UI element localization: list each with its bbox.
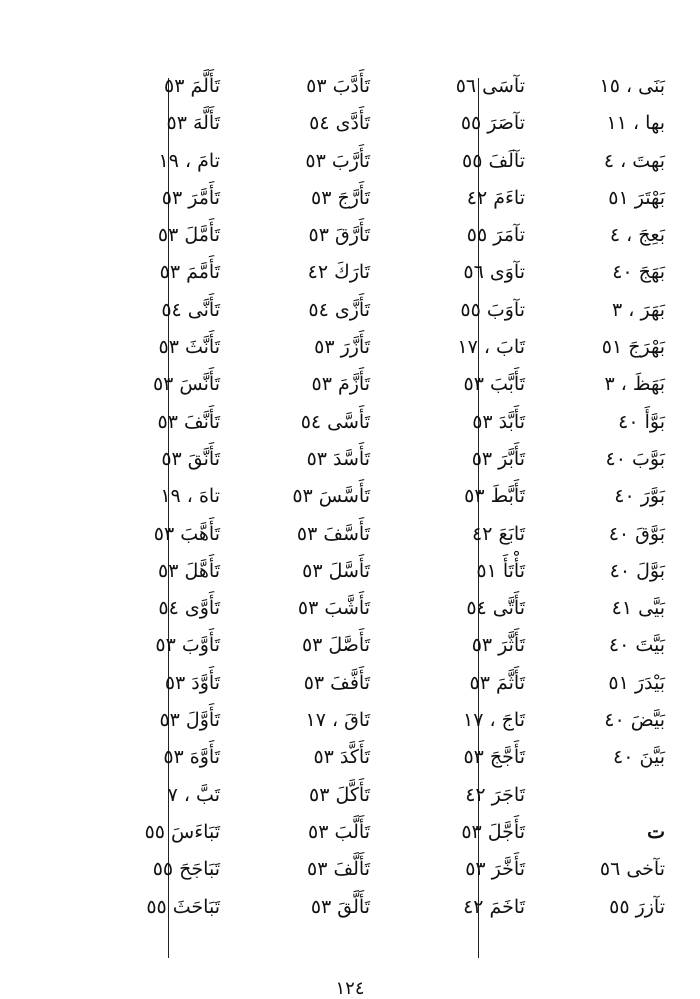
index-entry: [535, 777, 665, 814]
index-entry: بَيَّضَ ٤٠: [604, 709, 665, 732]
index-entry: تَأَرَّبَ ٥٣: [305, 149, 370, 172]
index-entry: تَأَنَّفَ ٥٣: [157, 410, 220, 433]
index-entry: تَأَصَّلَ ٥٣: [301, 634, 370, 657]
index-entry: تَأَدَّى ٥٤: [309, 112, 370, 135]
index-entry: بها ، ١١: [606, 112, 665, 135]
index-entry: تَأَنَّقَ ٥٣: [161, 447, 220, 470]
index-entry: تَارَكَ ٤٢: [307, 261, 370, 284]
index-entry: بَوَّرَ ٤٠: [614, 485, 665, 508]
index-entry: تَأَكَّلَ ٥٣: [309, 783, 370, 806]
index-entry: تَأَمَّرَ ٥٣: [161, 186, 220, 209]
index-entry: تَأَنَّى ٥٤: [161, 298, 220, 321]
index-entry: بَيَّتَ ٤٠: [608, 634, 665, 657]
index-entry: تَأَثَّمَ ٥٣: [469, 671, 525, 694]
index-entry: تَأَزَّمَ ٥٣: [311, 373, 370, 396]
index-column-2: [375, 68, 525, 926]
index-entry: تَأَلَّبَ ٥٣: [308, 820, 370, 843]
index-entry: تَأَوَّبَ ٥٣: [155, 634, 220, 657]
index-entry: تَأَدَّبَ ٥٣: [306, 75, 370, 97]
section-letter-heading: ت: [647, 820, 665, 843]
index-entry: تَاخَمَ ٤٢: [463, 895, 525, 918]
index-entry: تَأَسَّسَ ٥٣: [292, 485, 370, 508]
index-entry: تَأَمَّلَ ٥٣: [157, 224, 220, 247]
index-entry: تَاجَ ، ١٧: [463, 709, 525, 732]
index-entry: بَهَجَ ٤٠: [612, 261, 665, 284]
index-entry: تَأَلَّفَ ٥٣: [307, 858, 370, 881]
index-entry: تَأَرَّجَ ٥٣: [311, 186, 370, 209]
index-entry: تَأَسَّفَ ٥٣: [296, 522, 370, 545]
index-entry: تآوَى ٥٦: [463, 261, 525, 284]
index-column-3: [220, 68, 370, 926]
index-entry: تَاقَ ، ١٧: [305, 709, 370, 732]
index-entry: تامَ ، ١٩: [158, 149, 220, 172]
index-entry: تَأَجَّجَ ٥٣: [463, 746, 525, 769]
index-entry: تَأَتَّى ٥٤: [466, 597, 525, 620]
index-entry: تَأَسَّى ٥٤: [300, 410, 370, 433]
index-entry: تَأَبَّبَ ٥٣: [463, 373, 525, 396]
index-entry: بَهَظَ ، ٣: [604, 373, 665, 396]
index-entry: بَيَّى ٤١: [611, 597, 665, 620]
index-entry: بَعِجَ ، ٤: [609, 224, 665, 247]
index-entry: تَأَنَّسَ ٥٣: [152, 373, 220, 396]
index-entry: تَأَزَّرَ ٥٣: [314, 336, 370, 359]
index-entry: تَابَ ، ١٧: [457, 336, 525, 359]
index-entry: تَأَلَّمَ ٥٣: [164, 75, 220, 97]
index-entry: تَأَمَّمَ ٥٣: [159, 261, 220, 284]
index-entry: تَأَنَّثَ ٥٣: [158, 336, 220, 359]
index-entry: تَأَشَّبَ ٥٣: [297, 597, 370, 620]
index-entry: بَيَّنَ ٤٠: [613, 746, 665, 769]
index-entry: تَبَاجَحَ ٥٥: [152, 858, 220, 881]
page-number: ١٢٤: [335, 978, 365, 999]
index-entry: بَوَّبَ ٤٠: [605, 447, 665, 470]
index-entry: تَأَبَّرَ ٥٣: [471, 447, 525, 470]
index-entry: تَبَاحَثَ ٥٥: [146, 895, 220, 918]
index-entry: تَأَسَّلَ ٥٣: [302, 559, 370, 582]
index-entry: تَبَّ ، ٧: [167, 783, 220, 806]
index-entry: تَأَزَّى ٥٤: [308, 298, 370, 321]
index-entry: تآوَبَ ٥٥: [460, 298, 525, 321]
index-entry: تَأْتَأَ ٥١: [476, 559, 525, 582]
index-entry: بَهتَ ، ٤: [603, 149, 665, 172]
index-column-1: [535, 68, 665, 926]
index-entry: بَوَّلَ ٤٠: [609, 559, 665, 582]
index-entry: تآخى ٥٦: [599, 858, 665, 881]
index-entry: تاءَمَ ٤٢: [466, 186, 525, 209]
index-entry: تَأَوَّلَ ٥٣: [159, 709, 220, 732]
index-entry: تَبَاءَسَ ٥٥: [144, 820, 220, 843]
index-entry: تآلَفَ ٥٥: [462, 149, 525, 172]
index-entry: تَأَوَّهَ ٥٣: [163, 746, 220, 769]
index-entry: بَهْرَجَ ٥١: [601, 336, 665, 359]
index-entry: تَأَثَّرَ ٥٣: [471, 634, 525, 657]
index-entry: تَأَجَّلَ ٥٣: [461, 820, 525, 843]
index-entry: تَأَرَّقَ ٥٣: [308, 224, 370, 247]
index-entry: تَأَسَّدَ ٥٣: [306, 447, 370, 470]
index-entry: تَابَعَ ٤٢: [472, 522, 525, 545]
index-entry: تَأَبَّدَ ٥٣: [472, 410, 525, 433]
index-entry: تَأَفَّفَ ٥٣: [303, 671, 370, 694]
index-entry: تَأَكَّدَ ٥٣: [313, 746, 370, 769]
index-entry: تاهَ ، ١٩: [160, 485, 220, 508]
index-entry: تَاجَرَ ٤٢: [465, 783, 525, 806]
index-entry: تَأَبَّطَ ٥٣: [464, 485, 525, 508]
index-entry: تَأَهَّبَ ٥٣: [153, 522, 220, 545]
index-entry: بَنَى ، ١٥: [599, 75, 665, 97]
index-entry: تآزرَ ٥٥: [609, 895, 665, 918]
index-entry: تَأَهَّلَ ٥٣: [158, 559, 220, 582]
index-entry: بَهْتَرَ ٥١: [608, 186, 665, 209]
index-entry: تَأَوَّى ٥٤: [158, 597, 220, 620]
index-entry: تآمَرَ ٥٥: [466, 224, 525, 247]
index-entry: تآصَرَ ٥٥: [460, 112, 525, 135]
index-entry: بَهَرَ ، ٣: [612, 298, 665, 321]
index-entry: تَأَلَّهَ ٥٣: [166, 112, 220, 135]
index-entry: تَأَخَّرَ ٥٣: [465, 858, 525, 881]
index-entry: تآسَى ٥٦: [455, 75, 525, 97]
index-entry: تَأَلَّقَ ٥٣: [310, 895, 370, 918]
index-entry: بَوَّقَ ٤٠: [608, 522, 665, 545]
index-entry: بَوَّأَ ٤٠: [618, 410, 665, 433]
index-column-4: [70, 68, 220, 926]
index-entry: تَأَوَّدَ ٥٣: [164, 671, 220, 694]
index-entry: بَيْدَرَ ٥١: [608, 671, 665, 694]
